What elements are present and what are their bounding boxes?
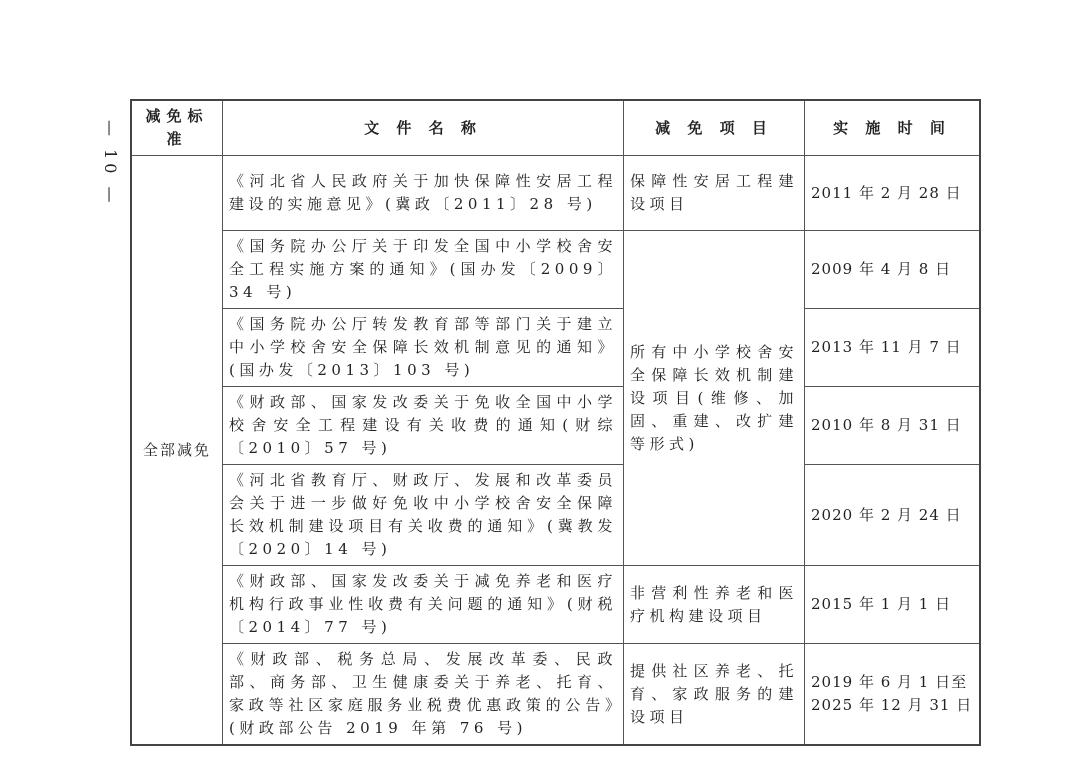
- date-cell: 2010 年 8 月 31 日: [805, 387, 981, 465]
- date-cell: 2020 年 2 月 24 日: [805, 465, 981, 566]
- date-cell: 2019 年 6 月 1 日至 2025 年 12 月 31 日: [805, 644, 981, 746]
- document-cell: 《国务院办公厅转发教育部等部门关于建立中小学校舍安全保障长效机制意见的通知》(国办发〔2013〕103 号): [223, 309, 624, 387]
- table-row: [131, 156, 980, 231]
- document-cell: 《河北省教育厅、财政厅、发展和改革委员会关于进一步做好免收中小学校舍安全保障长效机制建设项目有关收费的通知》(冀教发〔2020〕14 号): [223, 465, 624, 566]
- document-cell: 《财政部、国家发改委关于减免养老和医疗机构行政事业性收费有关问题的通知》(财税〔2014〕77 号): [223, 566, 624, 644]
- date-cell: 2011 年 2 月 28 日: [805, 156, 981, 231]
- page-number: — 10 —: [101, 119, 120, 207]
- item-cell-merged: 所有中小学校舍安全保障长效机制建设项目(维修、加固、重建、改扩建等形式): [624, 231, 805, 566]
- document-cell: 《财政部、国家发改委关于免收全国中小学校舍安全工程建设有关收费的通知(财综〔2010〕57 号): [223, 387, 624, 465]
- standard-cell: 全部减免: [131, 156, 223, 746]
- header-item: 减 免 项 目: [624, 100, 805, 156]
- date-cell: 2013 年 11 月 7 日: [805, 309, 981, 387]
- table-row: [131, 465, 980, 566]
- table-row: [131, 644, 980, 746]
- fee-reduction-table: [130, 99, 981, 746]
- table-row: [131, 387, 980, 465]
- item-cell: 保障性安居工程建设项目: [624, 156, 805, 231]
- header-date: 实 施 时 间: [805, 100, 981, 156]
- header-standard: 减免标准: [131, 100, 223, 156]
- table-row: [131, 231, 980, 309]
- item-cell: 提供社区养老、托育、家政服务的建设项目: [624, 644, 805, 746]
- document-cell: 《财政部、税务总局、发展改革委、民政部、商务部、卫生健康委关于养老、托育、家政等社区家庭服务业税费优惠政策的公告》(财政部公告 2019 年第 76 号): [223, 644, 624, 746]
- table-header-row: [131, 100, 980, 156]
- document-cell: 《河北省人民政府关于加快保障性安居工程建设的实施意见》(冀政〔2011〕28 号): [223, 156, 624, 231]
- header-document: 文 件 名 称: [223, 100, 624, 156]
- item-cell: 非营利性养老和医疗机构建设项目: [624, 566, 805, 644]
- document-cell: 《国务院办公厅关于印发全国中小学校舍安全工程实施方案的通知》(国办发〔2009〕34 号): [223, 231, 624, 309]
- table-row: [131, 309, 980, 387]
- table-row: [131, 566, 980, 644]
- date-cell: 2015 年 1 月 1 日: [805, 566, 981, 644]
- date-cell: 2009 年 4 月 8 日: [805, 231, 981, 309]
